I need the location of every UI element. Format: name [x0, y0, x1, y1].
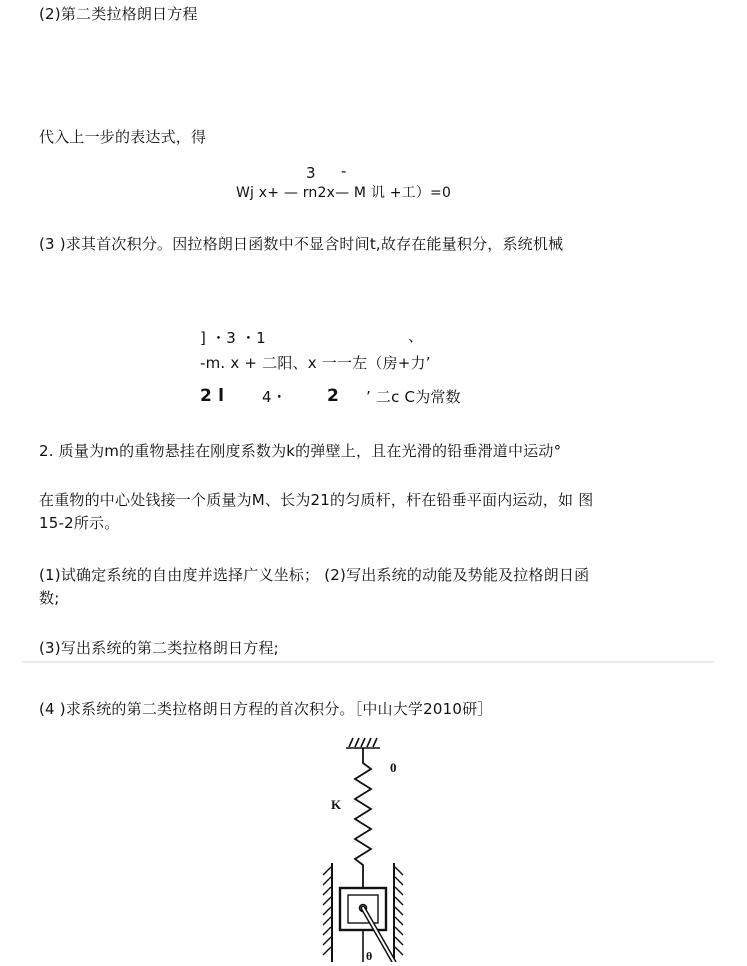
equation-2-line-3-b: 4・ — [262, 388, 287, 406]
question-3-text: (3 )求其首次积分。因拉格朗日函数中不显含时间t,故存在能量积分，系统机械 — [39, 235, 564, 253]
equation-1: Wj x+ — rn2x— M 讥 +工）=0 — [236, 185, 452, 201]
equation-2-line-3-d: ’ 二c C为常数 — [366, 388, 461, 406]
equation-2-line-2: -m. x + 二阳、x 一一左（房+力’ — [200, 354, 431, 372]
equation-2-line-3-c: 2 — [327, 386, 340, 406]
figure-label-o: 0 — [390, 760, 397, 775]
spring — [355, 748, 371, 888]
equation-2-line-3-a: 2 l — [200, 386, 225, 406]
equation-1-superscript-3: 3 — [306, 164, 316, 182]
sub-question-3: (3)写出系统的第二类拉格朗日方程; — [39, 639, 279, 657]
sub-question-4: (4 )求系统的第二类拉格朗日方程的首次积分。［中山大学2010研］ — [39, 700, 493, 718]
section-heading: (2)第二类拉格朗日方程 — [39, 5, 198, 23]
page-divider — [22, 661, 714, 663]
guide-wall-left — [323, 863, 332, 962]
substitute-text: 代入上一步的表达式，得 — [39, 128, 207, 146]
equation-1-superscript-dash: - — [341, 162, 347, 180]
equation-2-line-1: ] ・3 ・1 — [200, 329, 266, 347]
equation-2-mark: 、 — [408, 327, 424, 345]
problem-2-line-3: 15-2所示。 — [39, 514, 120, 532]
guide-wall-right — [394, 863, 403, 962]
problem-2-line-2: 在重物的中心处钱接一个质量为M、长为21的匀质杆，杆在铅垂平面内运动，如 图 — [39, 491, 594, 509]
figure-label-k: K — [331, 797, 342, 812]
figure-drawing — [318, 733, 424, 962]
sub-question-1-line-2: 数; — [39, 589, 60, 607]
ceiling-support — [346, 738, 380, 748]
sub-question-1-line-1: (1)试确定系统的自由度并选择广义坐标； (2)写出系统的动能及势能及拉格朗日函 — [39, 566, 590, 584]
spring-mass-figure — [318, 733, 424, 962]
problem-2-line-1: 2. 质量为m的重物悬挂在刚度系数为k的弹壁上，且在光滑的铅垂滑道中运动° — [39, 442, 562, 460]
figure-label-angle: θ — [366, 949, 373, 962]
